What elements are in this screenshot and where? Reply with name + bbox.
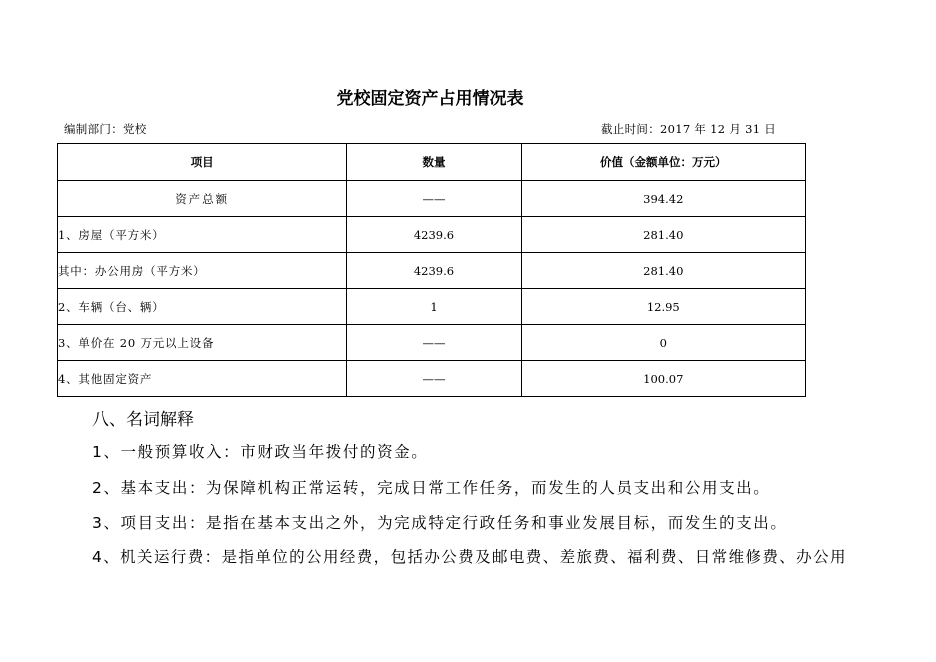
glossary-item: 3、项目支出：是指在基本支出之外，为完成特定行政任务和事业发展目标，而发生的支出。 xyxy=(92,514,788,532)
glossary-item: 2、基本支出：为保障机构正常运转，完成日常工作任务，而发生的人员支出和公用支出。 xyxy=(92,479,771,497)
row-value: 12.95 xyxy=(521,289,805,325)
row-value: 281.40 xyxy=(521,217,805,253)
row-value: 281.40 xyxy=(521,253,805,289)
table-row xyxy=(58,253,806,289)
row-item-name: 资产总额 xyxy=(58,181,347,217)
table-row xyxy=(58,361,806,397)
table-header-row xyxy=(58,144,806,181)
row-item-name: 3、单价在 20 万元以上设备 xyxy=(58,325,347,361)
glossary-heading: 八、名词解释 xyxy=(92,410,194,430)
table-row xyxy=(58,181,806,217)
page-title: 党校固定资产占用情况表 xyxy=(336,89,524,109)
row-quantity: 4239.6 xyxy=(347,253,521,289)
row-item-name: 4、其他固定资产 xyxy=(58,361,347,397)
row-quantity: —— xyxy=(347,361,521,397)
column-header-value: 价值（金额单位：万元） xyxy=(521,144,805,181)
column-header-item: 项目 xyxy=(58,144,347,181)
row-quantity: 4239.6 xyxy=(347,217,521,253)
row-item-name: 2、车辆（台、辆） xyxy=(58,289,347,325)
glossary-item: 1、一般预算收入：市财政当年拨付的资金。 xyxy=(92,443,429,461)
glossary-item: 4、机关运行费：是指单位的公用经费，包括办公费及邮电费、差旅费、福利费、日常维修费、办公用 xyxy=(92,548,847,566)
row-value: 0 xyxy=(521,325,805,361)
row-item-name: 1、房屋（平方米） xyxy=(58,217,347,253)
table-row xyxy=(58,325,806,361)
row-quantity: —— xyxy=(347,325,521,361)
department-label: 编制部门：党校 xyxy=(64,122,147,136)
column-header-quantity: 数量 xyxy=(347,144,521,181)
row-value: 394.42 xyxy=(521,181,805,217)
row-quantity: —— xyxy=(347,181,521,217)
table-row xyxy=(58,289,806,325)
cutoff-date-label: 截止时间：2017 年 12 月 31 日 xyxy=(601,122,777,136)
row-item-name: 其中：办公用房（平方米） xyxy=(58,253,347,289)
row-value: 100.07 xyxy=(521,361,805,397)
table-row xyxy=(58,217,806,253)
fixed-assets-table xyxy=(57,143,806,397)
row-quantity: 1 xyxy=(347,289,521,325)
